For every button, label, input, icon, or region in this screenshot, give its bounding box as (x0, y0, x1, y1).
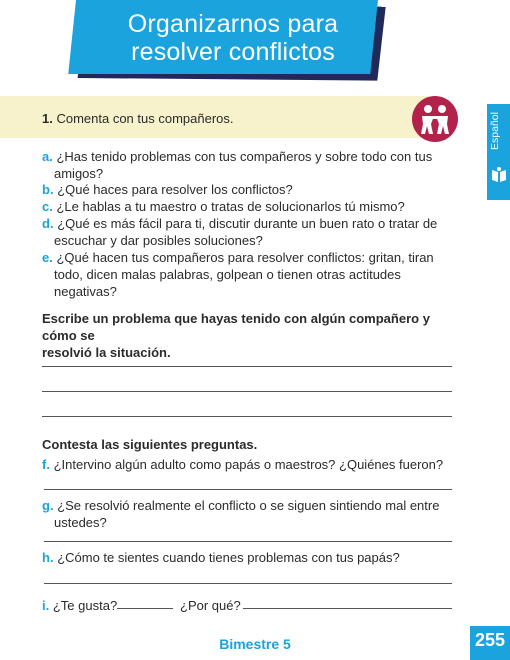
answer-heading: Contesta las siguientes preguntas. (42, 437, 258, 452)
answer-line-h[interactable] (44, 583, 452, 584)
question-i-why: ¿Por qué? (180, 598, 241, 613)
question-g: g. ¿Se resolvió realmente el conflicto o se siguen sintiendo mal entre ustedes? (42, 498, 440, 530)
answer-line-3[interactable] (42, 416, 452, 417)
question-a: a. ¿Has tenido problemas con tus compañeros y sobre todo con tus amigos? (42, 149, 433, 181)
subject-label: Español (489, 112, 501, 150)
bimester-label: Bimestre 5 (219, 636, 291, 652)
answer-line-1[interactable] (42, 366, 452, 367)
book-icon (489, 166, 509, 186)
answer-line-i-like[interactable] (117, 608, 173, 609)
page-number: 255 (474, 630, 506, 650)
question-f: f. ¿Intervino algún adulto como papás o maestros? ¿Quiénes fueron? (42, 457, 444, 472)
question-b: b. ¿Qué haces para resolver los conflictos? (42, 182, 293, 197)
activity-number: 1. (42, 111, 53, 126)
question-c: c. ¿Le hablas a tu maestro o tratas de solucionarlos tú mismo? (42, 199, 405, 214)
team-icon (412, 96, 458, 142)
team-icon-badge (412, 96, 458, 142)
question-e: e. ¿Qué hacen tus compañeros para resolver conflictos: gritan, tiran todo, dicen malas palabras, golpean o tienen otras actitudes negativas? (42, 250, 434, 299)
answer-line-i-why[interactable] (243, 608, 452, 609)
title-line-2: resolver conflictos (131, 38, 335, 66)
page-title (88, 10, 378, 66)
activity-instruction (42, 111, 234, 126)
question-h: h. ¿Cómo te sientes cuando tienes problemas con tus papás? (42, 550, 400, 565)
answer-line-f[interactable] (44, 489, 452, 490)
answer-line-g[interactable] (44, 541, 452, 542)
answer-line-2[interactable] (42, 391, 452, 392)
activity-text: Comenta con tus compañeros. (56, 111, 234, 126)
question-d: d. ¿Qué es más fácil para ti, discutir durante un buen rato o tratar de escuchar y dar posibles soluciones? (42, 216, 438, 248)
write-prompt: Escribe un problema que hayas tenido con algún compañero y cómo se resolvió la situación. (42, 311, 430, 360)
question-i: i. ¿Te gusta? (42, 598, 118, 613)
title-line-1: Organizarnos para (127, 10, 339, 38)
